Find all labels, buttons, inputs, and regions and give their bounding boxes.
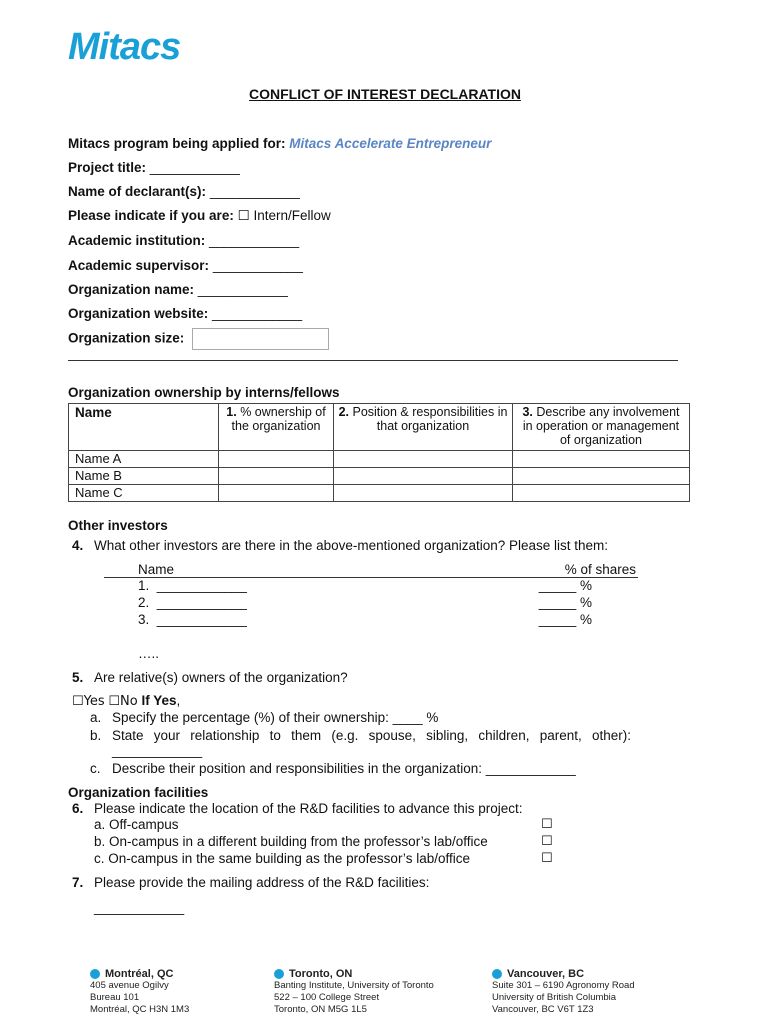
divider xyxy=(68,360,678,361)
institution-field xyxy=(68,233,299,248)
org-name-input[interactable]: ____________ xyxy=(197,282,288,297)
location-pin-icon xyxy=(274,969,284,979)
role-field xyxy=(68,208,331,224)
facility-option-c: c. On-campus in the same building as the professor’s lab/office xyxy=(94,851,470,866)
investor-name-header: Name xyxy=(138,562,175,577)
investors-heading: Other investors xyxy=(68,518,168,533)
cell-involvement[interactable] xyxy=(513,451,690,468)
footer-toronto: Toronto, ON Banting Institute, University of Toronto 522 – 100 College Street Toronto, ON M5G 1L5 xyxy=(274,968,434,1015)
question-6: 6. Please indicate the location of the R&D facilities to advance this project: xyxy=(72,801,523,816)
col-name-header: Name xyxy=(69,404,219,451)
org-website-input[interactable]: ____________ xyxy=(212,306,303,321)
investors-header xyxy=(104,562,638,578)
cell-ownership[interactable] xyxy=(219,485,334,502)
intern-fellow-checkbox[interactable]: ☐ Intern/Fellow xyxy=(237,208,331,223)
location-pin-icon xyxy=(90,969,100,979)
facility-c-checkbox[interactable]: ☐ xyxy=(541,851,553,866)
footer-vancouver: Vancouver, BC Suite 301 – 6190 Agronomy Road University of British Columbia Vancouver, BC V6T 1Z3 xyxy=(492,968,635,1015)
facility-a-checkbox[interactable]: ☐ xyxy=(541,817,553,832)
cell-ownership[interactable] xyxy=(219,451,334,468)
facilities-heading: Organization facilities xyxy=(68,785,209,800)
investor-name-input[interactable]: ____________ xyxy=(156,612,247,627)
list-item: 1. ____________ _____ % xyxy=(138,578,592,593)
declarant-field xyxy=(68,184,300,199)
row-name: Name B xyxy=(69,468,219,485)
declarant-input[interactable]: ____________ xyxy=(209,184,300,199)
project-title-label: Project title: xyxy=(68,160,147,175)
project-title-input[interactable]: ____________ xyxy=(149,160,240,175)
facility-option-b: b. On-campus in a different building from the professor’s lab/office xyxy=(94,834,488,849)
cell-position[interactable] xyxy=(334,468,513,485)
investor-name-input[interactable]: ____________ xyxy=(156,595,247,610)
facility-option-a: a. Off-campus xyxy=(94,817,179,832)
institution-label: Academic institution: xyxy=(68,233,206,248)
row-name: Name C xyxy=(69,485,219,502)
project-title-field xyxy=(68,160,240,175)
org-website-field xyxy=(68,306,302,321)
program-value[interactable]: Mitacs Accelerate Entrepreneur xyxy=(289,136,492,151)
logo-text: Mitacs xyxy=(68,26,181,68)
mailing-address-input[interactable]: ____________ xyxy=(94,900,185,915)
facility-b-checkbox[interactable]: ☐ xyxy=(541,834,553,849)
yes-checkbox[interactable]: ☐Yes xyxy=(72,694,105,709)
table-row xyxy=(69,485,690,502)
investor-pct-input[interactable]: _____ % xyxy=(538,578,592,593)
mitacs-logo xyxy=(68,26,210,70)
item-5a: a. Specify the percentage (%) of their ownership: ____ % xyxy=(90,710,439,725)
role-label: Please indicate if you are: xyxy=(68,208,234,223)
ownership-heading: Organization ownership by interns/fellows xyxy=(68,385,340,400)
ellipsis: ….. xyxy=(138,646,160,661)
col-involvement-header: 3. Describe any involvement in operation or management of organization xyxy=(513,404,690,451)
row-name: Name A xyxy=(69,451,219,468)
footer-montreal: Montréal, QC 405 avenue Ogilvy Bureau 101 Montréal, QC H3N 1M3 xyxy=(90,968,190,1015)
if-yes-label: If Yes xyxy=(141,693,177,708)
yes-no-row: ☐Yes ☐No If Yes, xyxy=(72,693,181,709)
cell-involvement[interactable] xyxy=(513,468,690,485)
investor-shares-header: % of shares xyxy=(564,562,636,577)
cell-involvement[interactable] xyxy=(513,485,690,502)
page-title: CONFLICT OF INTEREST DECLARATION xyxy=(249,86,521,102)
list-item: 3. ____________ _____ % xyxy=(138,612,592,627)
declarant-label: Name of declarant(s): xyxy=(68,184,207,199)
org-size-field xyxy=(68,328,329,350)
list-item: 2. ____________ _____ % xyxy=(138,595,592,610)
supervisor-input[interactable]: ____________ xyxy=(212,258,303,273)
investors-list xyxy=(104,562,638,629)
investor-pct-input[interactable]: _____ % xyxy=(538,595,592,610)
question-7: 7. Please provide the mailing address of the R&D facilities: xyxy=(72,875,430,890)
item-5c: c. Describe their position and responsibilities in the organization: ____________ xyxy=(90,761,576,776)
table-row xyxy=(69,451,690,468)
relationship-input[interactable]: ____________ xyxy=(112,743,203,758)
investor-pct-input[interactable]: _____ % xyxy=(538,612,592,627)
cell-position[interactable] xyxy=(334,485,513,502)
col-position-header: 2. Position & responsibilities in that organization xyxy=(334,404,513,451)
institution-input[interactable]: ____________ xyxy=(209,233,300,248)
org-size-label: Organization size: xyxy=(68,330,185,346)
program-field xyxy=(68,136,491,151)
question-5: 5. Are relative(s) owners of the organization? xyxy=(72,670,348,685)
investor-name-input[interactable]: ____________ xyxy=(156,578,247,593)
program-label: Mitacs program being applied for: xyxy=(68,136,286,151)
org-website-label: Organization website: xyxy=(68,306,209,321)
org-name-field xyxy=(68,282,288,297)
location-pin-icon xyxy=(492,969,502,979)
ownership-table xyxy=(68,403,690,502)
cell-ownership[interactable] xyxy=(219,468,334,485)
supervisor-field xyxy=(68,258,303,273)
supervisor-label: Academic supervisor: xyxy=(68,258,210,273)
no-checkbox[interactable]: ☐No xyxy=(108,694,138,709)
org-size-input[interactable] xyxy=(192,328,329,350)
col-ownership-header: 1. % ownership of the organization xyxy=(219,404,334,451)
table-row xyxy=(69,468,690,485)
cell-position[interactable] xyxy=(334,451,513,468)
question-4: 4. What other investors are there in the above-mentioned organization? Please list them: xyxy=(72,538,609,553)
org-name-label: Organization name: xyxy=(68,282,195,297)
item-5b: b. State your relationship to them (e.g. spouse, sibling, children, parent, other): xyxy=(90,728,631,743)
